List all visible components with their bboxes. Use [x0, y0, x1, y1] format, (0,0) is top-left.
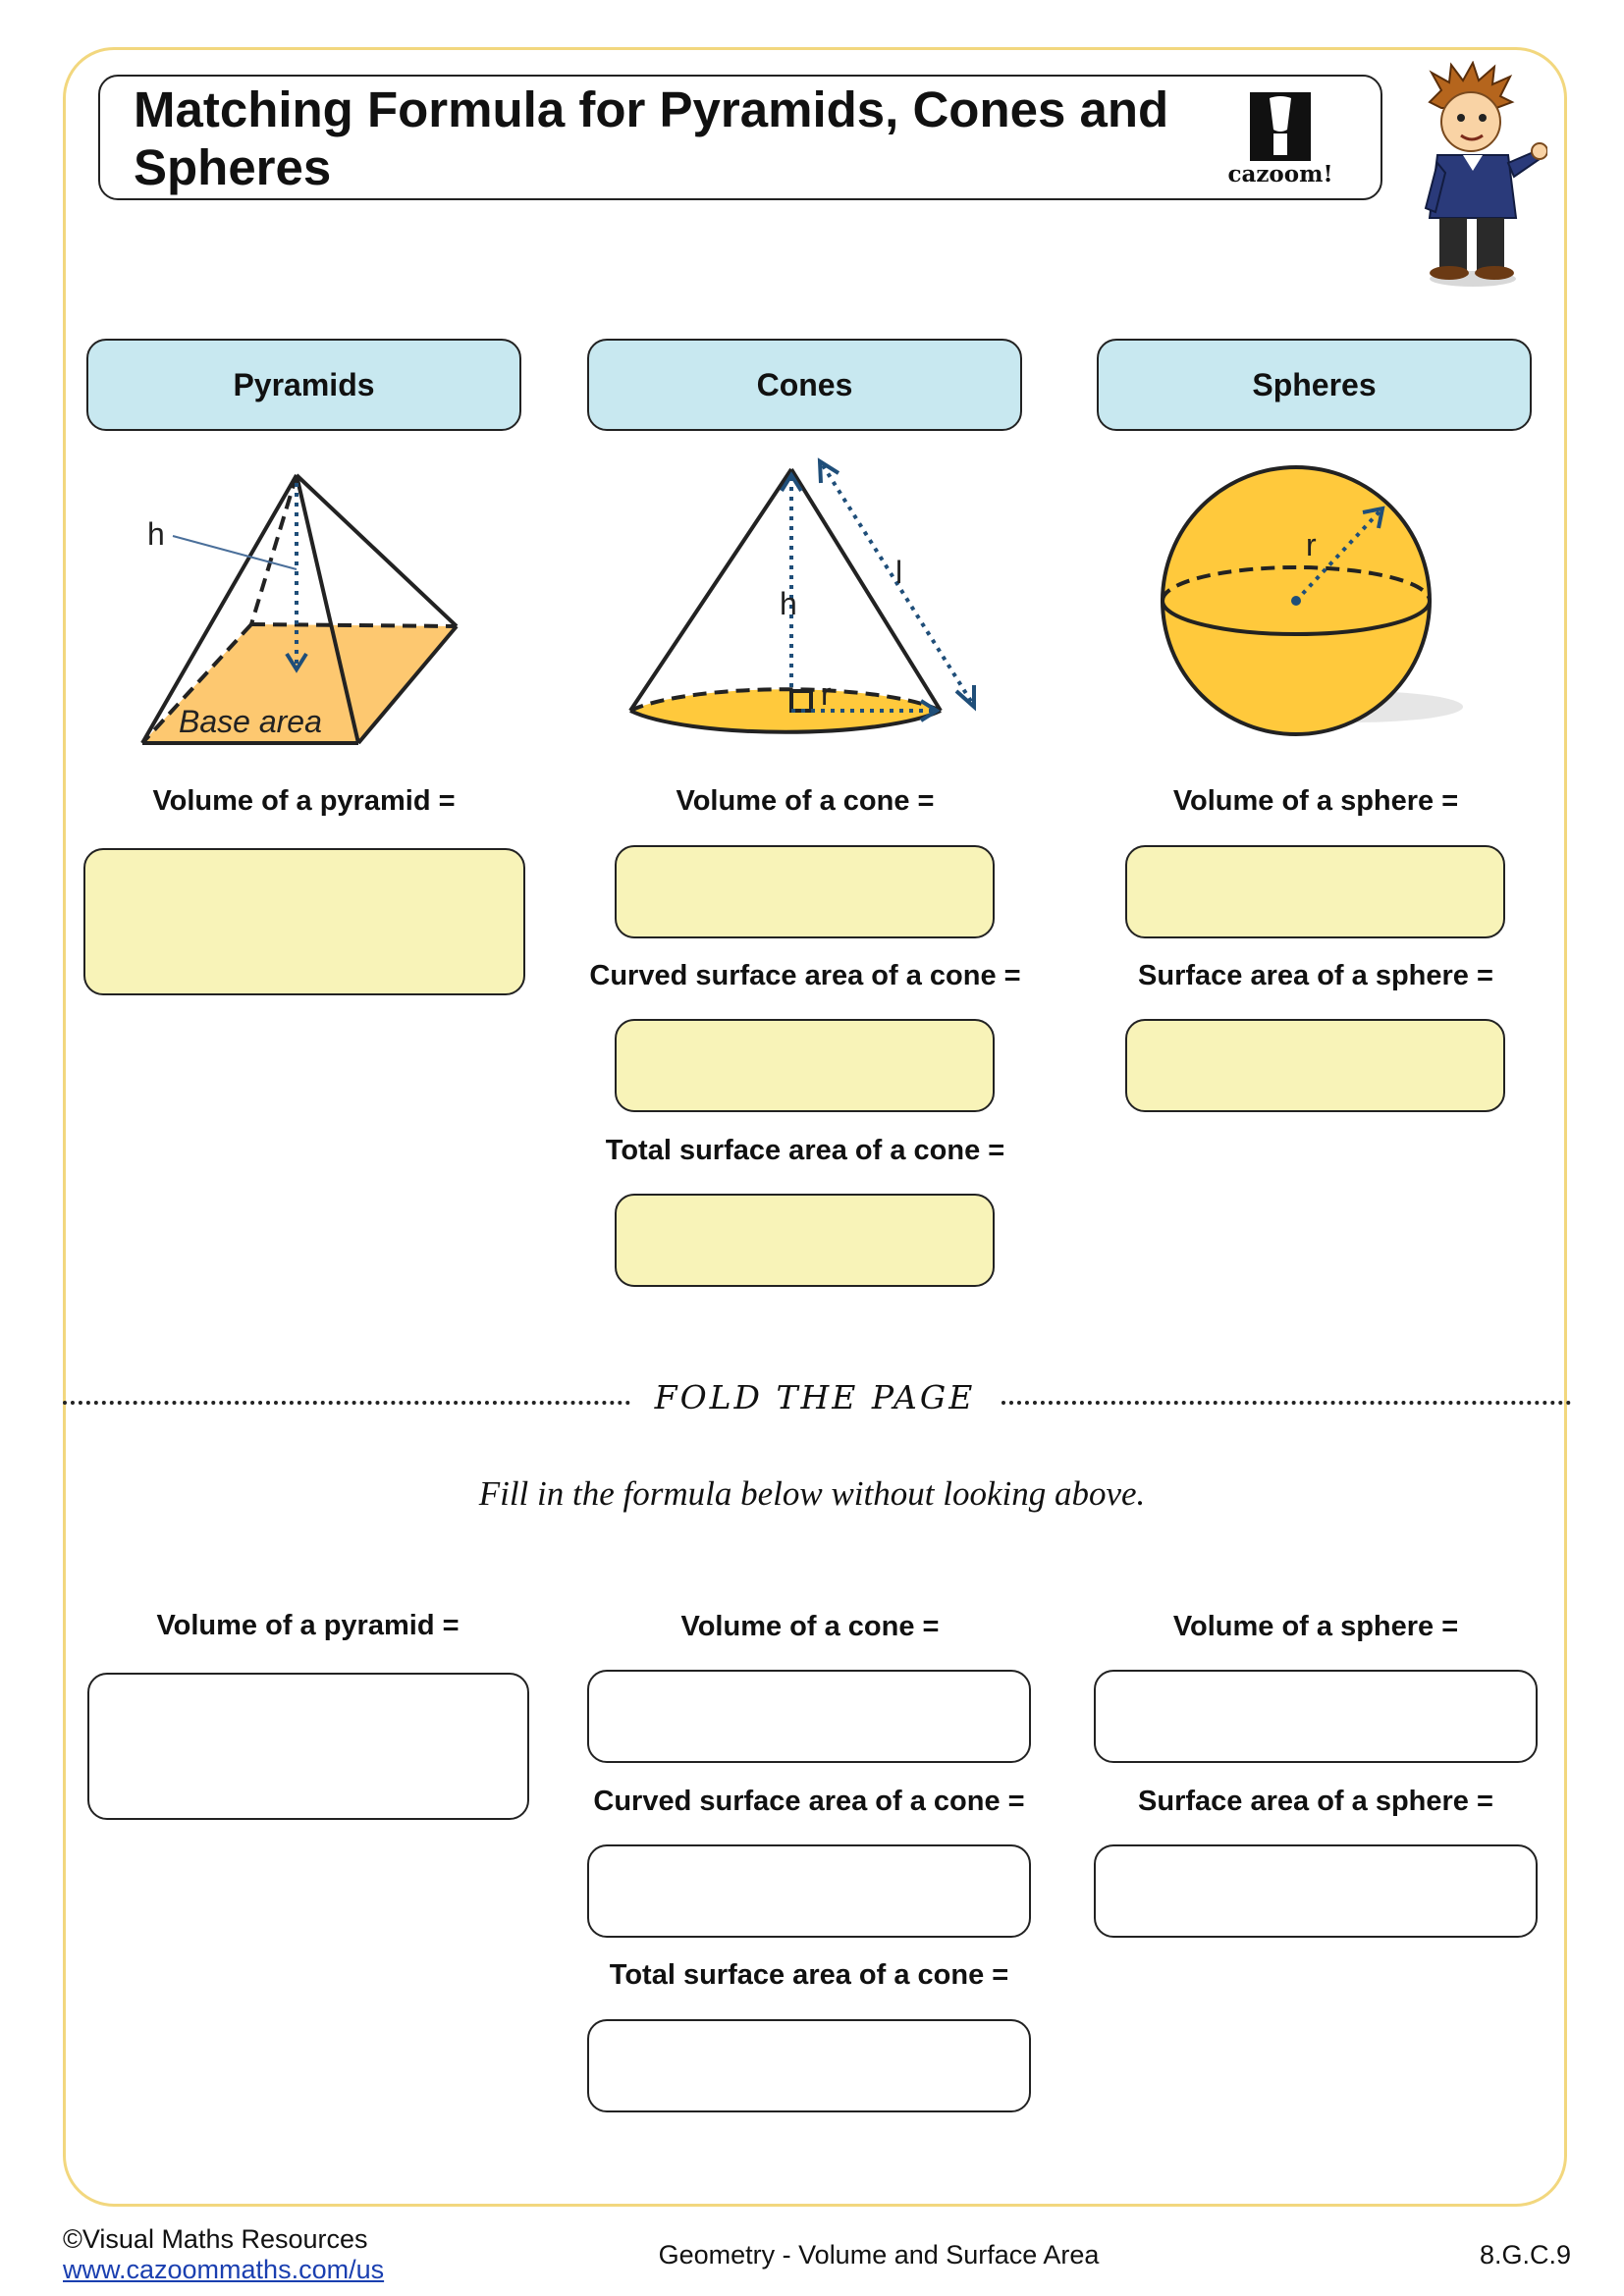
fold-line-left — [63, 1401, 630, 1405]
logo-mark-icon — [1248, 90, 1313, 163]
footer-website-link[interactable]: www.cazoommaths.com/us — [63, 2255, 385, 2284]
bottom-sphere-volume-box[interactable] — [1094, 1670, 1538, 1763]
bottom-pyramid-volume-box[interactable] — [87, 1673, 529, 1820]
top-pyramid-volume-label: Volume of a pyramid = — [152, 785, 456, 817]
fold-text: FOLD THE PAGE — [654, 1378, 976, 1416]
bottom-cone-curved-surface-box[interactable] — [587, 1844, 1031, 1938]
sphere-diagram — [1149, 461, 1483, 746]
bottom-cone-volume-label: Volume of a cone = — [680, 1611, 940, 1642]
top-sphere-volume-box — [1125, 845, 1505, 938]
sphere-radius-label: r — [1306, 527, 1317, 562]
pyramid-base-label: Base area — [179, 704, 322, 739]
cone-radius-label: r — [821, 676, 832, 712]
bottom-cone-volume-box[interactable] — [587, 1670, 1031, 1763]
column-header-cones: Cones — [587, 339, 1022, 431]
fold-line-right — [1001, 1401, 1571, 1405]
instruction-text: Fill in the formula below without looking above. — [478, 1474, 1146, 1513]
bottom-sphere-surface-label: Surface area of a sphere = — [1138, 1786, 1493, 1817]
top-cone-volume-box — [615, 845, 995, 938]
bottom-cone-total-surface-box[interactable] — [587, 2019, 1031, 2112]
top-cone-curved-surface-label: Curved surface area of a cone = — [589, 960, 1021, 991]
bottom-cone-curved-surface-label: Curved surface area of a cone = — [593, 1786, 1025, 1817]
bottom-sphere-volume-label: Volume of a sphere = — [1172, 1611, 1459, 1642]
logo-text: cazoom! — [1227, 161, 1333, 187]
pyramid-diagram — [128, 461, 471, 756]
top-pyramid-volume-box — [83, 848, 525, 995]
cazoom-logo — [1221, 80, 1339, 196]
bottom-pyramid-volume-label: Volume of a pyramid = — [156, 1610, 460, 1641]
bottom-sphere-surface-box[interactable] — [1094, 1844, 1538, 1938]
column-header-pyramids: Pyramids — [86, 339, 521, 431]
page-title: Matching Formula for Pyramids, Cones and Spheres — [134, 81, 1169, 195]
cone-diagram — [619, 454, 992, 748]
cone-height-label: h — [780, 586, 797, 621]
cone-slant-label: l — [895, 555, 903, 590]
footer-left — [63, 2224, 384, 2285]
mascot-illustration — [1402, 61, 1547, 291]
title-box — [98, 75, 1382, 200]
top-cone-volume-label: Volume of a cone = — [676, 785, 935, 817]
top-sphere-surface-box — [1125, 1019, 1505, 1112]
footer-standard: 8.G.C.9 — [1479, 2240, 1571, 2269]
top-sphere-volume-label: Volume of a sphere = — [1172, 785, 1459, 817]
pyramid-height-label: h — [147, 516, 165, 552]
footer-topic: Geometry - Volume and Surface Area — [658, 2240, 1100, 2269]
footer-copyright: ©Visual Maths Resources — [63, 2224, 368, 2254]
bottom-cone-total-surface-label: Total surface area of a cone = — [609, 1959, 1009, 1991]
top-cone-total-surface-label: Total surface area of a cone = — [605, 1135, 1005, 1166]
top-cone-total-surface-box — [615, 1194, 995, 1287]
top-sphere-surface-label: Surface area of a sphere = — [1138, 960, 1493, 991]
top-cone-curved-surface-box — [615, 1019, 995, 1112]
column-header-spheres: Spheres — [1097, 339, 1532, 431]
